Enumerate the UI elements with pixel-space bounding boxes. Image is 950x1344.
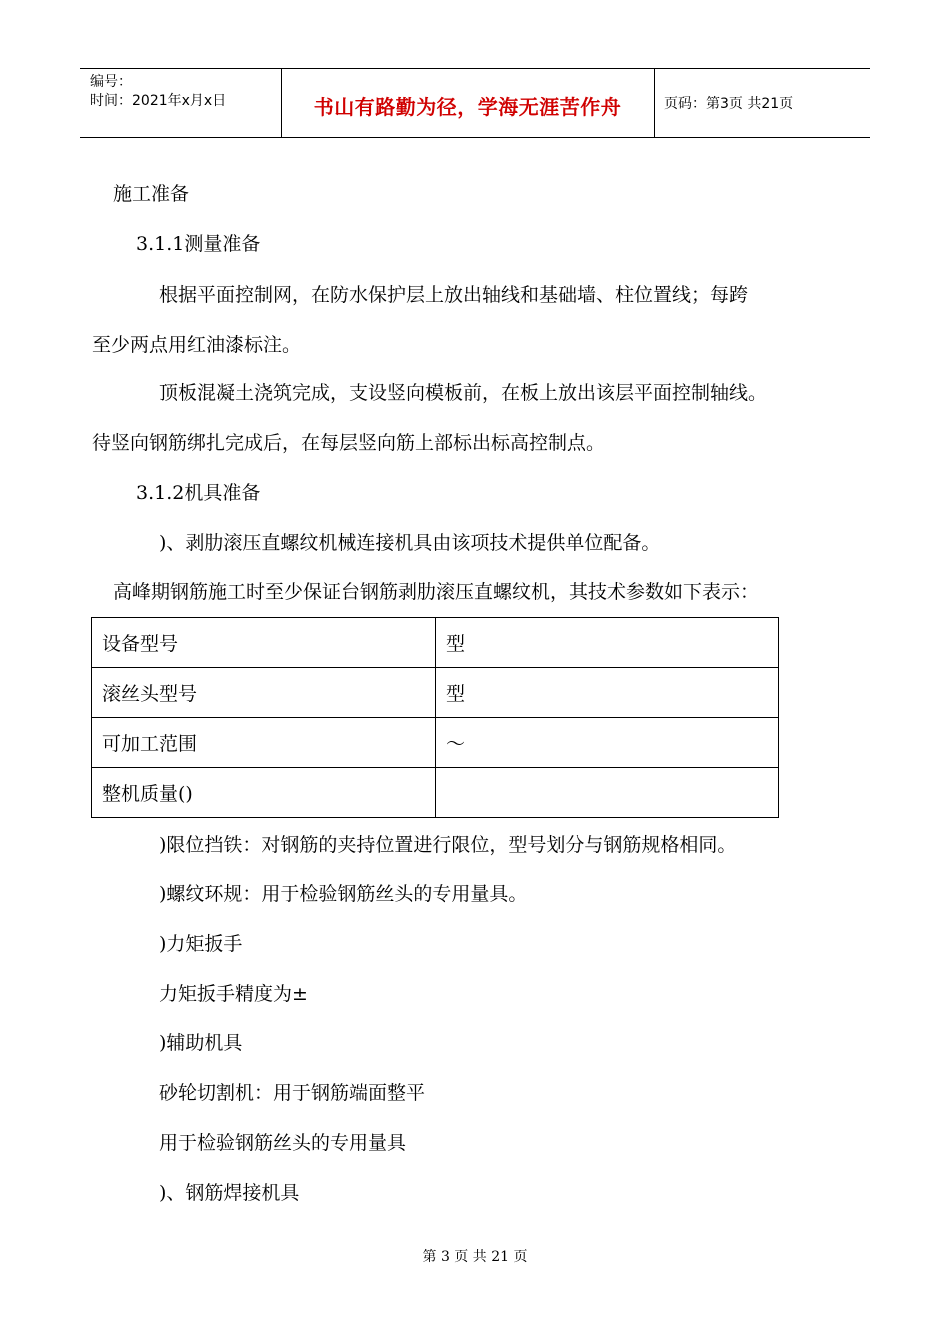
page-footer: 第 3 页 共 21 页	[422, 1249, 528, 1265]
header-motto: 书山有路勤为径，学海无涯苦作舟	[313, 95, 622, 119]
table-cell: 整机质量()	[92, 768, 436, 818]
table-cell: 型	[436, 668, 779, 718]
table-cell	[436, 768, 779, 818]
paragraph-line: 顶板混凝土浇筑完成，支设竖向模板前，在板上放出该层平面控制轴线。	[159, 382, 768, 404]
list-item: )辅助机具	[159, 1032, 243, 1054]
page-header	[80, 68, 870, 138]
table-cell: 型	[436, 618, 779, 668]
list-item: )限位挡铁：对钢筋的夹持位置进行限位，型号划分与钢筋规格相同。	[159, 834, 737, 856]
table-cell: 滚丝头型号	[92, 668, 436, 718]
list-item: )、钢筋焊接机具	[159, 1182, 300, 1204]
section-title: 施工准备	[113, 183, 190, 205]
paragraph-line: 至少两点用红油漆标注。	[92, 334, 302, 356]
list-item: )螺纹环规：用于检验钢筋丝头的专用量具。	[159, 883, 528, 905]
header-page-info: 页码：第3页 共21页	[664, 96, 794, 112]
time-label: 时间：2021年x月x日	[90, 93, 227, 109]
paragraph-line: 砂轮切割机：用于钢筋端面整平	[159, 1082, 426, 1104]
spec-table	[91, 617, 779, 818]
table-row	[92, 768, 779, 818]
table-row	[92, 718, 779, 768]
table-cell: 设备型号	[92, 618, 436, 668]
table-row	[92, 618, 779, 668]
paragraph-line: 用于检验钢筋丝头的专用量具	[159, 1132, 407, 1154]
paragraph-line: 高峰期钢筋施工时至少保证台钢筋剥肋滚压直螺纹机，其技术参数如下表示：	[113, 581, 760, 603]
paragraph-line: 待竖向钢筋绑扎完成后，在每层竖向筋上部标出标高控制点。	[92, 432, 606, 454]
list-item: )、剥肋滚压直螺纹机械连接机具由该项技术提供单位配备。	[159, 532, 661, 554]
table-cell: 可加工范围	[92, 718, 436, 768]
table-cell: ～	[436, 718, 779, 768]
header-divider	[654, 69, 655, 137]
list-item: )力矩扳手	[159, 933, 243, 955]
number-label: 编号：	[90, 74, 132, 90]
subsection-311: 3.1.1测量准备	[136, 233, 261, 255]
header-meta	[90, 73, 226, 111]
paragraph-line: 力矩扳手精度为±	[159, 983, 308, 1005]
table-row	[92, 668, 779, 718]
paragraph-line: 根据平面控制网，在防水保护层上放出轴线和基础墙、柱位置线；每跨	[159, 284, 749, 306]
subsection-312: 3.1.2机具准备	[136, 482, 261, 504]
